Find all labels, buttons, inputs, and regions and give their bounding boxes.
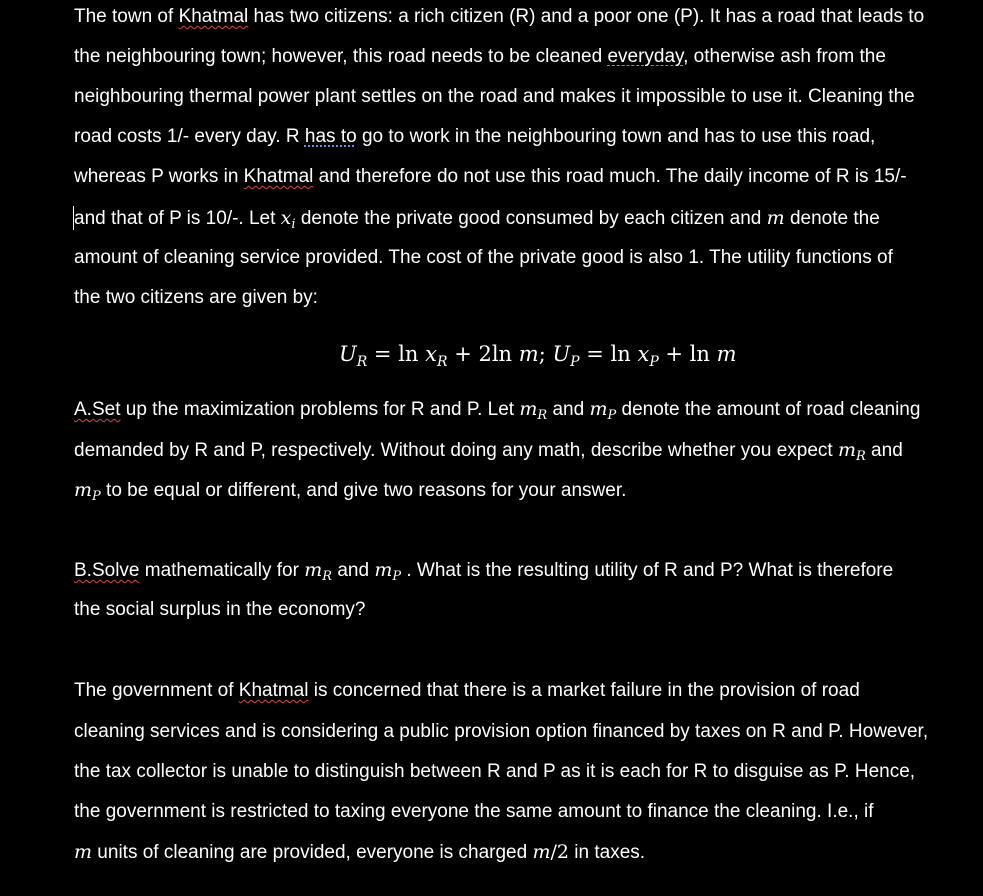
- spell-khatmal[interactable]: Khatmal: [243, 166, 314, 187]
- var: m: [532, 841, 551, 863]
- grammar-everyday[interactable]: everyday: [607, 46, 684, 67]
- math-m-r: [837, 439, 866, 464]
- text: has two citizens: a rich citizen (R) and a poor one (P). It has a road that leads to: [248, 6, 925, 27]
- text: is concerned that there is a market failure in the provision of road: [308, 680, 860, 701]
- subscript: P: [570, 354, 580, 370]
- text: demanded by R and P, respectively. Without doing any math, describe whether you expect: [74, 440, 838, 461]
- spell-a-set[interactable]: A.Set: [74, 399, 121, 420]
- subscript: P: [392, 569, 402, 584]
- p1-line-8: the two citizens are given by:: [74, 287, 318, 308]
- p2-line-2: cleaning services and is considering a public provision option financed by taxes on R and P. However,: [74, 721, 929, 742]
- text: and: [332, 560, 375, 581]
- math-m: m: [766, 207, 785, 229]
- p1-line-5: [74, 165, 907, 189]
- subscript: R: [436, 354, 448, 370]
- text: to be equal or different, and give two reasons for your answer.: [100, 480, 627, 501]
- var: m: [74, 479, 93, 501]
- var: x: [637, 342, 650, 366]
- text: , otherwise ash from the: [683, 46, 886, 67]
- p1-line-4: [74, 125, 875, 149]
- text: . What is the resulting utility of R and P? What is therefore: [401, 560, 894, 581]
- spell-khatmal[interactable]: Khatmal: [178, 6, 249, 27]
- var: m: [519, 398, 538, 420]
- grammar-has-to[interactable]: has to: [304, 126, 357, 147]
- math-x-i: [280, 207, 296, 232]
- partA-line-2: [74, 438, 903, 462]
- partA-line-3: [74, 478, 626, 502]
- subscript: i: [291, 217, 296, 232]
- math-m-p: [589, 398, 617, 423]
- text: and that of P is 10/-. Let: [74, 208, 281, 229]
- subscript: R: [855, 449, 866, 464]
- text: up the maximization problems for R and P. Let: [120, 399, 520, 420]
- text: go to work in the neighbouring town and has to use this road,: [356, 126, 876, 147]
- p1-line-6: [74, 206, 880, 230]
- var: m: [716, 342, 737, 366]
- var: m: [589, 398, 608, 420]
- math-m-p: [374, 559, 402, 584]
- var: m: [304, 559, 323, 581]
- op: + 2ln: [447, 342, 519, 366]
- text: units of cleaning are provided, everyone is charged: [92, 842, 533, 863]
- text: The town of: [74, 6, 179, 27]
- spell-khatmal[interactable]: Khatmal: [238, 680, 309, 701]
- math-m-r: [304, 559, 333, 584]
- math-m: m: [74, 841, 93, 863]
- var: m: [374, 559, 393, 581]
- var: x: [425, 342, 437, 366]
- subscript: R: [322, 569, 333, 584]
- var: m: [837, 439, 856, 461]
- p2-line-1: [74, 679, 860, 703]
- text: The government of: [74, 680, 239, 701]
- subscript: R: [537, 408, 548, 423]
- text: road costs 1/- every day. R: [74, 126, 305, 147]
- math-m-over-2: [532, 841, 569, 863]
- op: =: [367, 342, 399, 366]
- text: the neighbouring town; however, this road needs to be cleaned: [74, 46, 608, 67]
- math-m-p: [74, 479, 101, 504]
- text: denote the: [784, 208, 880, 229]
- text: denote the amount of road cleaning: [616, 399, 921, 420]
- text: in taxes.: [569, 842, 646, 863]
- text: mathematically for: [139, 560, 305, 581]
- fn: ln: [610, 342, 631, 366]
- math-m-r: [519, 398, 548, 423]
- subscript: R: [356, 354, 368, 370]
- op: + ln: [658, 342, 717, 366]
- subscript: P: [607, 408, 617, 423]
- p2-line-4: the government is restricted to taxing everyone the same amount to finance the cleaning. I.e., if: [74, 801, 874, 822]
- op: ;: [538, 342, 553, 366]
- p1-line-1: [74, 5, 924, 29]
- partA-line-1: [74, 397, 920, 421]
- var: m: [518, 342, 539, 366]
- text: whereas P works in: [74, 166, 244, 187]
- text: and: [865, 440, 903, 461]
- fn: ln: [398, 342, 419, 366]
- text: and: [547, 399, 590, 420]
- subscript: P: [92, 489, 101, 504]
- spell-b-solve[interactable]: B.Solve: [74, 560, 140, 581]
- text: and therefore do not use this road much. The daily income of R is 15/-: [313, 166, 907, 187]
- p1-line-7: amount of cleaning service provided. The cost of the private good is also 1. The utility functions of: [74, 247, 893, 268]
- partB-line-1: [74, 558, 893, 582]
- p1-line-3: neighbouring thermal power plant settles on the road and makes it impossible to use it. Cleaning the: [74, 86, 915, 107]
- p2-line-5: [74, 840, 645, 864]
- op: =: [579, 342, 611, 366]
- p2-line-3: the tax collector is unable to distinguish between R and P as it is each for R to disguise as P. Hence,: [74, 761, 916, 782]
- var: U: [339, 342, 357, 366]
- fraction: /2: [550, 841, 569, 863]
- var: x: [280, 207, 292, 229]
- partB-line-2: the social surplus in the economy?: [74, 599, 366, 620]
- var: U: [552, 342, 571, 366]
- utility-equation: [339, 341, 737, 370]
- text: denote the private good consumed by each citizen and: [295, 208, 767, 229]
- p1-line-2: [74, 45, 886, 69]
- subscript: P: [649, 354, 659, 370]
